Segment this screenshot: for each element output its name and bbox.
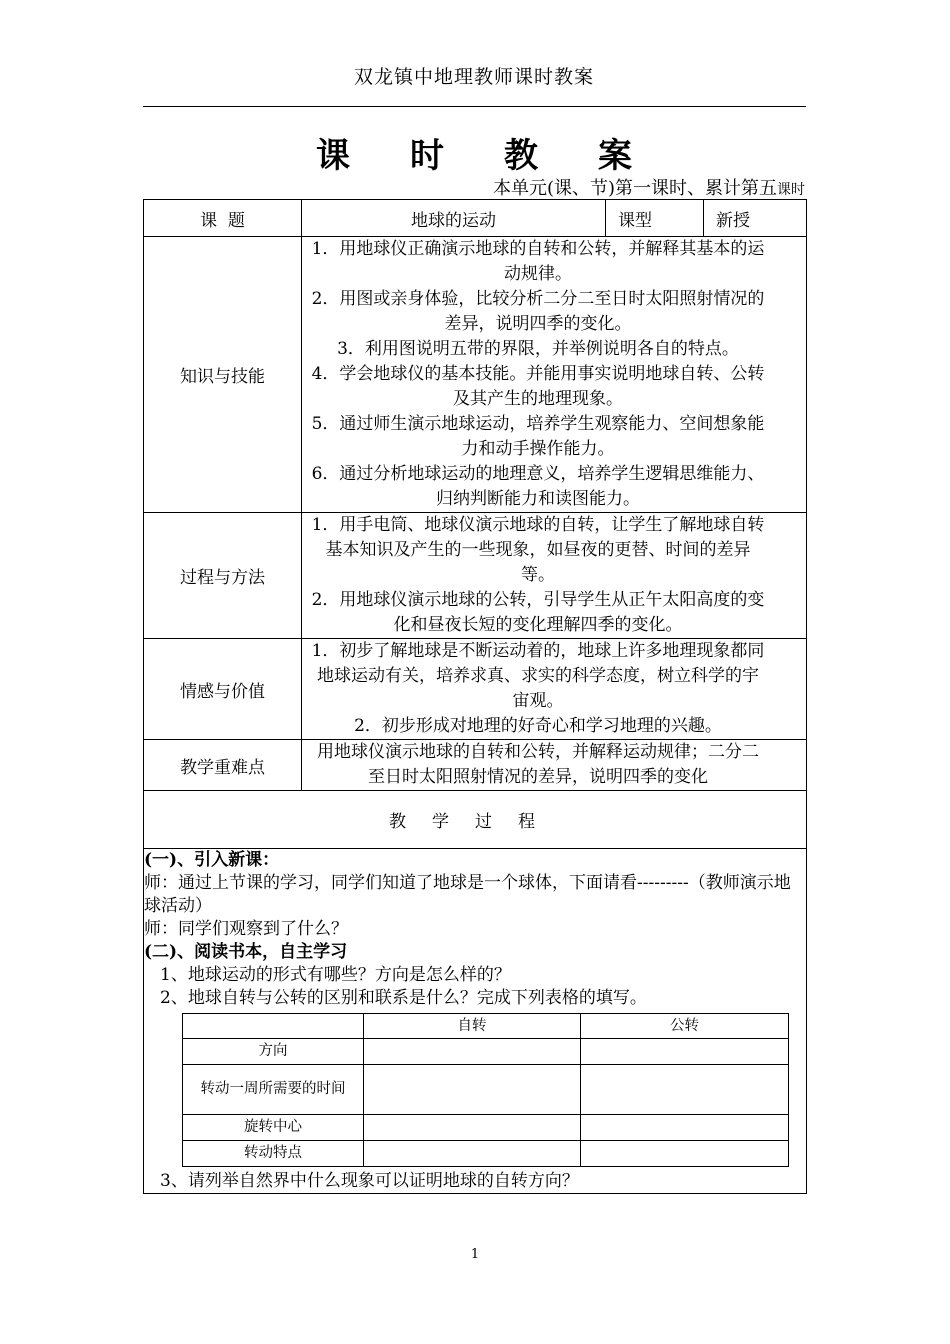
compare-cell-revolution[interactable] [581,1065,789,1115]
compare-cell-revolution[interactable] [581,1115,789,1141]
process-method-item: 2．用地球仪演示地球的公转，引导学生从正午太阳高度的变化和昼夜长短的变化理解四季的变化。 [311,590,765,635]
lesson-count-main: 本单元(课、节)第一课时、累计第五 [492,178,777,199]
process-method-content [302,513,807,639]
compare-row [183,1141,789,1167]
intro-line-1: 师：通过上节课的学习，同学们知道了地球是一个球体，下面请看---------（教师演示地球活动） [144,873,791,916]
emotion-row [144,639,807,740]
process-method-label: 过程与方法 [144,513,302,639]
lesson-count-line [493,174,805,200]
lesson-plan-table [143,199,807,1194]
page-number: 1 [470,1247,480,1262]
topic-label [144,200,302,237]
compare-cell-rotation[interactable] [364,1141,581,1167]
compare-row-label: 方向 [183,1039,364,1065]
section2-title: (二)、阅读书本，自主学习 [144,942,348,962]
topic-value: 地球的运动 [302,200,606,237]
compare-row [183,1115,789,1141]
header-divider [143,106,806,107]
lesson-type-label: 课型 [606,200,704,237]
knowledge-content [302,237,807,513]
compare-header-row [183,1014,789,1039]
emotion-content [302,639,807,740]
rotation-revolution-table [182,1013,789,1167]
topic-label-text: 课 题 [200,210,245,231]
section1-title: (一)、引入新课： [144,850,280,870]
topic-row [144,200,807,237]
knowledge-item: 4．学会地球仪的基本技能。并能用事实说明地球自转、公转及其产生的地理现象。 [311,364,765,409]
process-method-item: 1．用手电筒、地球仪演示地球的自转，让学生了解地球自转基本知识及产生的一些现象，如昼夜的更替、时间的差异等。 [311,515,765,585]
compare-cell-revolution[interactable] [581,1039,789,1065]
knowledge-label: 知识与技能 [144,237,302,513]
knowledge-item: 2．用图或亲身体验，比较分析二分二至日时太阳照射情况的差异，说明四季的变化。 [311,289,765,334]
knowledge-item: 6．通过分析地球运动的地理意义，培养学生逻辑思维能力、归纳判断能力和读图能力。 [311,464,765,509]
page-header: 双龙镇中地理教师课时教案 [353,66,594,88]
question-3: 3、请列举自然界中什么现象可以证明地球的自转方向？ [160,1171,579,1191]
teaching-process-title-row [144,791,807,849]
compare-row [183,1065,789,1115]
teaching-process-row [144,849,807,1194]
compare-header-empty [183,1014,364,1039]
compare-header-rotation: 自转 [364,1014,581,1039]
knowledge-item: 3．利用图说明五带的界限，并举例说明各自的特点。 [337,339,739,359]
knowledge-row [144,237,807,513]
knowledge-item: 1．用地球仪正确演示地球的自转和公转，并解释其基本的运动规律。 [311,239,765,284]
compare-row-label: 旋转中心 [183,1115,364,1141]
emotion-item: 1．初步了解地球是不断运动着的，地球上许多地理现象都同地球运动有关，培养求真、求实的科学态度，树立科学的宇宙观。 [311,641,765,711]
key-points-text: 用地球仪演示地球的自转和公转，并解释运动规律；二分二至日时太阳照射情况的差异，说明四季的变化 [317,742,759,787]
compare-row-label: 转动一周所需要的时间 [183,1065,364,1115]
compare-header-revolution: 公转 [581,1014,789,1039]
process-method-row [144,513,807,639]
compare-row-label: 转动特点 [183,1141,364,1167]
compare-cell-revolution[interactable] [581,1141,789,1167]
intro-line-2: 师：同学们观察到了什么？ [144,919,348,939]
compare-cell-rotation[interactable] [364,1039,581,1065]
teaching-process-content [144,849,807,1194]
document-title: 课时教案 [316,136,692,176]
key-points-label: 教学重难点 [144,740,302,791]
emotion-item: 2．初步形成对地理的好奇心和学习地理的兴趣。 [354,716,722,736]
teaching-process-title: 教学过程 [144,791,807,849]
emotion-label: 情感与价值 [144,639,302,740]
key-points-row [144,740,807,791]
knowledge-item: 5．通过师生演示地球运动，培养学生观察能力、空间想象能力和动手操作能力。 [311,414,765,459]
compare-cell-rotation[interactable] [364,1065,581,1115]
compare-row [183,1039,789,1065]
question-2: 2、地球自转与公转的区别和联系是什么？完成下列表格的填写。 [160,988,647,1008]
key-points-content [302,740,807,791]
compare-cell-rotation[interactable] [364,1115,581,1141]
lesson-type-value: 新授 [704,200,807,237]
lesson-count-suffix: 课时 [777,182,805,198]
question-1: 1、地球运动的形式有哪些？方向是怎么样的？ [160,965,511,985]
